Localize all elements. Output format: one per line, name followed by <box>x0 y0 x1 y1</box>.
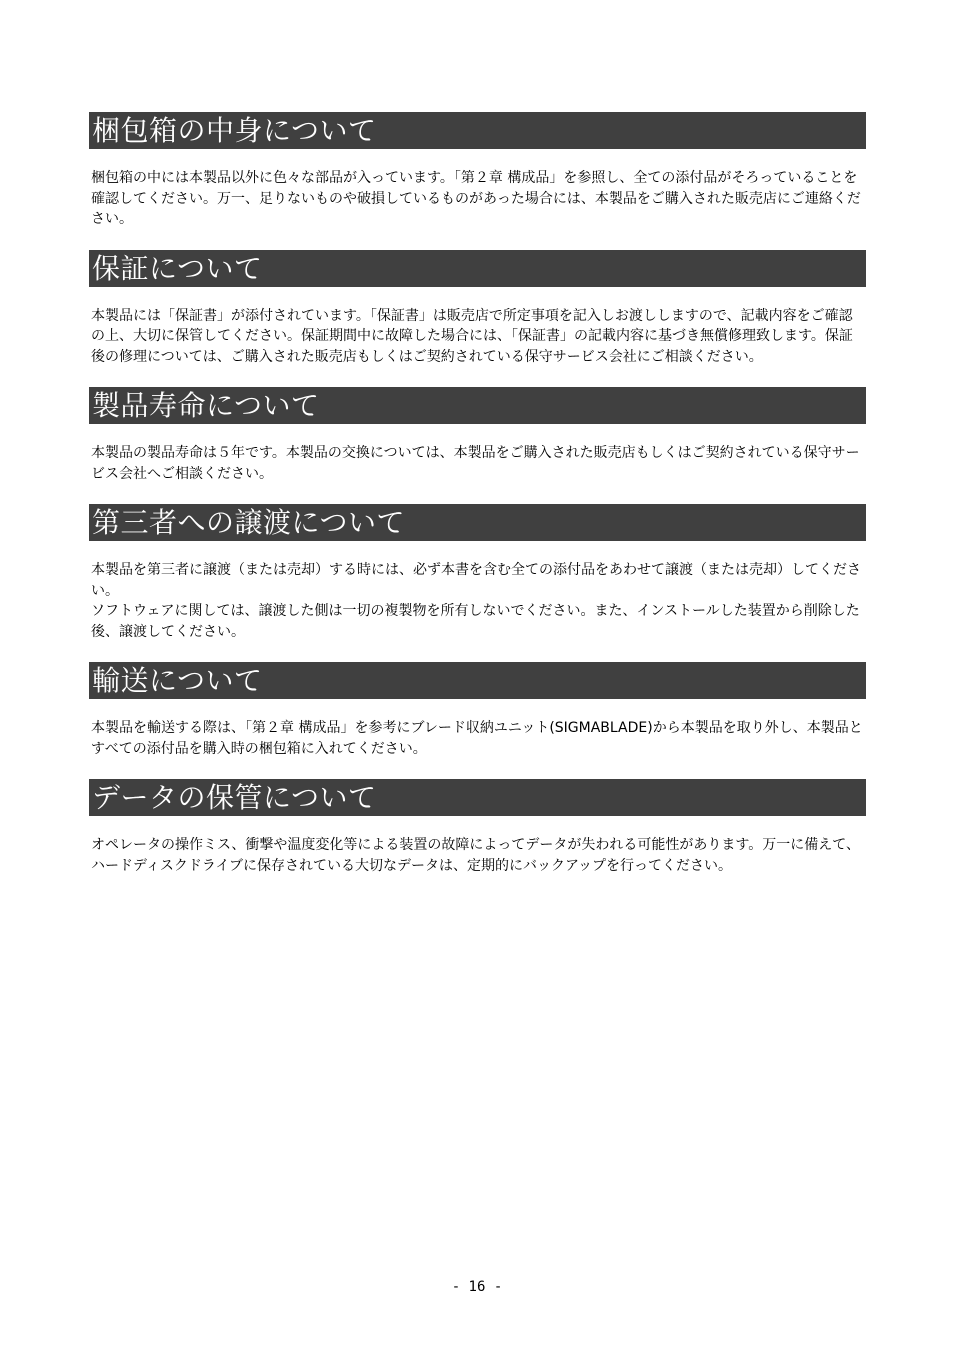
document-page <box>89 112 866 896</box>
section-heading: 第三者への譲渡について <box>89 504 866 541</box>
section-transportation <box>89 662 866 759</box>
section-body: 梱包箱の中には本製品以外に色々な部品が入っています。「第２章 構成品」を参照し、全ての添付品がそろっていることを確認してください。万一、足りないものや破損しているものがあった場合には、本製品をご購入された販売店にご連絡ください。 <box>91 170 861 227</box>
page-number: - 16 - <box>451 1279 503 1295</box>
section-transfer-to-third-party <box>89 504 866 642</box>
section-body: 本製品を第三者に譲渡（または売却）する時には、必ず本書を含む全ての添付品をあわせて譲渡（または売却）してください。 ソフトウェアに関しては、譲渡した側は一切の複製物を所有しないでください。また、インストールした装置から削除した後、譲渡してください。 <box>91 562 861 640</box>
section-heading: 製品寿命について <box>89 387 866 424</box>
section-body: 本製品には「保証書」が添付されています。「保証書」は販売店で所定事項を記入しお渡ししますので、記載内容をご確認の上、大切に保管してください。保証期間中に故障した場合には、「保証書」の記載内容に基づき無償修理致します。保証後の修理については、ご購入された販売店もしくはご契約されている保守サービス会社にご相談ください。 <box>91 307 853 365</box>
section-warranty <box>89 250 866 368</box>
section-heading: 輸送について <box>89 662 866 699</box>
section-packing-contents <box>89 112 866 230</box>
section-heading: データの保管について <box>89 779 866 816</box>
section-product-lifetime <box>89 387 866 484</box>
section-body: 本製品の製品寿命は５年です。本製品の交換については、本製品をご購入された販売店もしくはご契約されている保守サービス会社へご相談ください。 <box>91 445 860 482</box>
section-data-storage <box>89 779 866 876</box>
section-heading: 保証について <box>89 250 866 287</box>
section-body: オペレータの操作ミス、衝撃や温度変化等による装置の故障によってデータが失われる可能性があります。万一に備えて、ハードディスクドライブに保存されている大切なデータは、定期的にバックアップを行ってください。 <box>91 837 861 874</box>
section-body: 本製品を輸送する際は、「第２章 構成品」を参考にブレード収納ユニット(SIGMABLADE)から本製品を取り外し、本製品とすべての添付品を購入時の梱包箱に入れてください。 <box>91 720 863 757</box>
section-heading: 梱包箱の中身について <box>89 112 866 149</box>
